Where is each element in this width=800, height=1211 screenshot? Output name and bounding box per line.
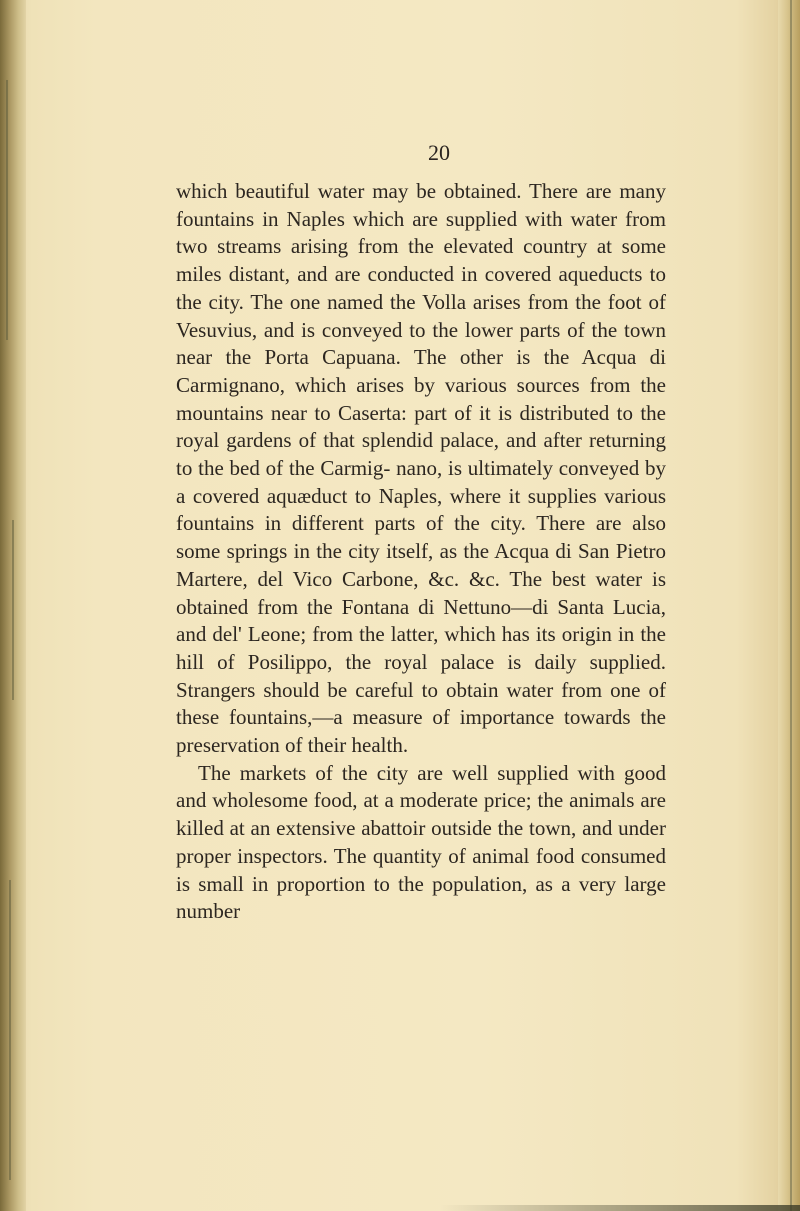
page-bottom-shadow [440, 1205, 800, 1211]
binding-streak [9, 880, 11, 1180]
page-number: 20 [428, 140, 450, 165]
binding-streak [12, 520, 14, 700]
book-binding-edge [0, 0, 26, 1211]
paragraph-markets: The markets of the city are well supplied with good and wholesome food, at a moderate price; the animals are killed at an extensive abattoir outside the town, and under proper inspectors. The quantity of animal food consumed is small in proportion to the population, as a very large number [176, 760, 666, 924]
body-text [176, 178, 666, 926]
page-right-edge-line [790, 0, 792, 1211]
paragraph-water-supply: which beautiful water may be obtained. There are many fountains in Naples which are supplied with water from two streams arising from the elevated country at some miles distant, and are conducted in covered aqueducts to the city. The one named the Volla arises from the foot of Vesuvius, and is conveyed to the lower parts of the town near the Porta Capuana. The other is the Acqua di Carmignano, which arises by various sources from the mountains near to Caserta: part of it is distributed to the royal gardens of that splendid palace, and after returning to the bed of the Carmig- nano, is ultimately conveyed by a covered aquæduct to Naples, where it supplies various fountains in different parts of the city. There are also some springs in the city itself, as the Acqua di San Pietro Martere, del Vico Carbone, &c. &c. The best water is obtained from the Fontana di Nettuno—di Santa Lucia, and del' Leone; from the latter, which has its origin in the hill of Posilippo, the royal palace is daily supplied. Strangers should be careful to obtain water from one of these fountains,—a measure of importance towards the preservation of their health. [176, 179, 666, 758]
page-right-edge [778, 0, 800, 1211]
binding-streak [6, 80, 8, 340]
